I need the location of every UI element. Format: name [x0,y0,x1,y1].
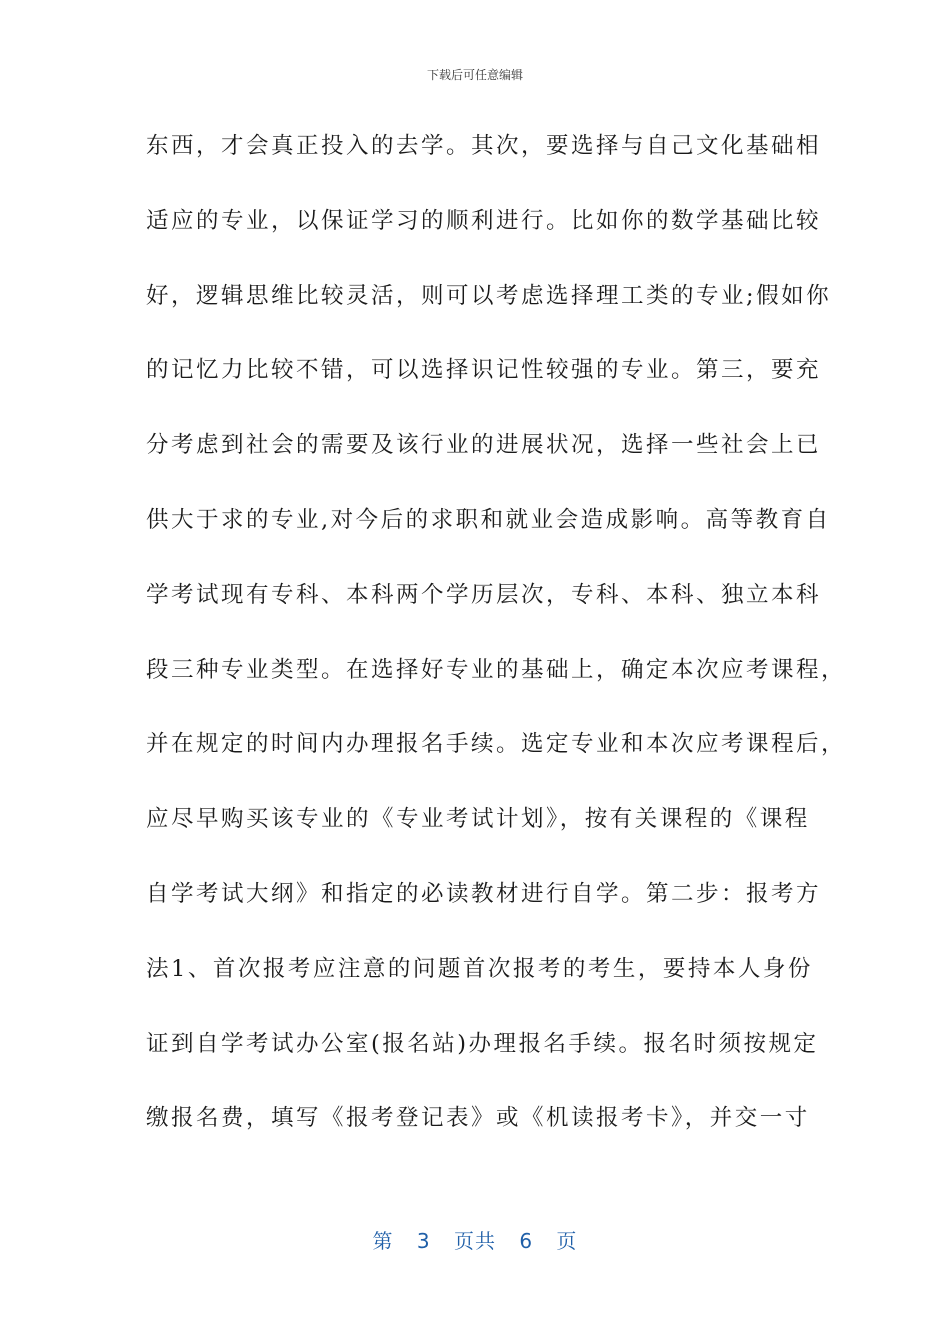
page-footer: 第 3 页共 6 页 [372,1229,578,1253]
body-line: 学考试现有专科、本科两个学历层次，专科、本科、独立本科 [146,581,822,608]
body-line: 供大于求的专业,对今后的求职和就业会造成影响。高等教育自 [146,506,831,533]
body-line: 适应的专业，以保证学习的顺利进行。比如你的数学基础比较 [146,207,822,234]
body-line: 证到自学考试办公室(报名站)办理报名手续。报名时须按规定 [146,1030,819,1057]
body-line: 缴报名费，填写《报考登记表》或《机读报考卡》，并交一寸 [146,1105,810,1132]
body-line: 法1、首次报考应注意的问题首次报考的考生，要持本人身份 [146,955,813,982]
body-line: 分考虑到社会的需要及该行业的进展状况，选择一些社会上已 [146,432,822,459]
body-line: 并在规定的时间内办理报名手续。选定专业和本次应考课程后， [146,731,847,758]
body-line: 东西，才会真正投入的去学。其次，要选择与自己文化基础相 [146,133,822,159]
body-line: 自学考试大纲》和指定的必读教材进行自学。第二步：报考方 [146,880,822,907]
body-line: 的记忆力比较不错，可以选择识记性较强的专业。第三，要充 [146,357,822,384]
body-line: 应尽早购买该专业的《专业考试计划》，按有关课程的《课程 [146,806,810,833]
page-header: 下载后可任意编辑 [426,68,523,82]
body-line: 好，逻辑思维比较灵活，则可以考虑选择理工类的专业;假如你 [146,282,832,309]
document-body [146,126,847,1173]
body-line: 段三种专业类型。在选择好专业的基础上，确定本次应考课程， [146,656,847,683]
